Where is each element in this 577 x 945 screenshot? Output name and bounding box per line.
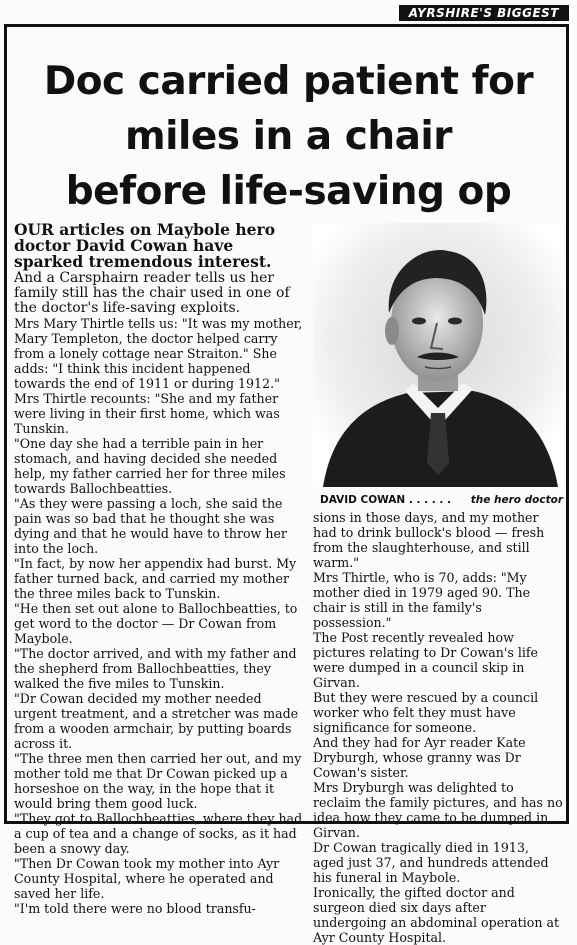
body-paragraph: "The doctor arrived, and with my father and the shepherd from Ballochbeatties, they walked the five miles to Tunskin.: [14, 646, 297, 691]
body-paragraph: "He then set out alone to Ballochbeatties, to get word to the doctor — Dr Cowan from Maybole.: [14, 601, 298, 646]
caption-role: the hero doctor: [470, 494, 563, 506]
body-paragraph: And they had for Ayr reader Kate Dryburgh, whose granny was Dr Cowan's sister.: [313, 735, 526, 780]
portrait-photo: [313, 223, 563, 487]
headline-line-3: before life-saving op: [65, 169, 512, 214]
body-paragraph: "The three men then carried her out, and my mother told me that Dr Cowan picked up a horseshoe on the way, in the hope that it would bring them good luck.: [14, 751, 302, 811]
body-paragraph: sions in those days, and my mother had to drink bullock's blood — fresh from the slaughterhouse, and still warm.": [313, 510, 545, 570]
lead-paragraph: OUR articles on Maybole hero doctor David Cowan have sparked tremendous interest.: [14, 220, 276, 271]
body-paragraph: "They got to Ballochbeatties, where they had a cup of tea and a change of socks, as it had been a snowy day.: [14, 811, 303, 856]
headline: [8, 54, 569, 219]
body-paragraph: The Post recently revealed how pictures relating to Dr Cowan's life were dumped in a council skip in Girvan.: [313, 630, 539, 690]
body-paragraph: "I'm told there were no blood transfu-: [14, 901, 256, 916]
body-paragraph: "As they were passing a loch, she said the pain was so bad that he thought she was dying and that he would have to throw her into the loch.: [14, 496, 287, 556]
headline-line-2: miles in a chair: [124, 114, 453, 159]
body-paragraph: Mrs Mary Thirtle tells us: "It was my mother, Mary Templeton, the doctor helped carry from a lonely cottage near Straiton." She adds: "I think this incident happened towards the end of 1911 or during 1912.": [14, 316, 303, 391]
body-paragraph: Mrs Thirtle recounts: "She and my father were living in their first home, which was Tunskin.: [14, 391, 280, 436]
portrait-image: [313, 223, 563, 487]
section-tag-bar: [399, 5, 569, 21]
body-paragraph: "Then Dr Cowan took my mother into Ayr County Hospital, where he operated and saved her life.: [14, 856, 280, 901]
photo-caption: [320, 494, 563, 506]
body-paragraph: Mrs Dryburgh was delighted to reclaim the family pictures, and has no idea how they came to be dumped in Girvan.: [313, 780, 563, 840]
left-column: [14, 222, 304, 916]
headline-line-1: Doc carried patient for: [43, 59, 534, 104]
body-paragraph: "In fact, by now her appendix had burst. My father turned back, and carried my mother the three miles back to Tunskin.: [14, 556, 297, 601]
body-paragraph: But they were rescued by a council worker who felt they must have significance for someone.: [313, 690, 539, 735]
section-tag: AYRSHIRE'S BIGGEST: [408, 6, 559, 20]
body-paragraph: "One day she had a terrible pain in her stomach, and having decided she needed help, my father carried her for three miles towards Ballochbeatties.: [14, 436, 286, 496]
body-paragraph: Mrs Thirtle, who is 70, adds: "My mother died in 1979 aged 90. The chair is still in the family's possession.": [313, 570, 531, 630]
body-paragraph: Dr Cowan tragically died in 1913, aged just 37, and hundreds attended his funeral in Maybole.: [313, 840, 549, 885]
body-paragraph: "Dr Cowan decided my mother needed urgent treatment, and a stretcher was made from a wooden armchair, by putting boards across it.: [14, 691, 299, 751]
body-paragraph: And a Carsphairn reader tells us her family still has the chair used in one of the doctor's life-saving exploits.: [14, 270, 290, 316]
body-paragraph: Ironically, the gifted doctor and surgeon died six days after undergoing an abdominal operation at Ayr County Hospital.: [313, 885, 560, 945]
right-column: [313, 510, 563, 945]
caption-name: DAVID COWAN . . . . . .: [320, 494, 452, 506]
